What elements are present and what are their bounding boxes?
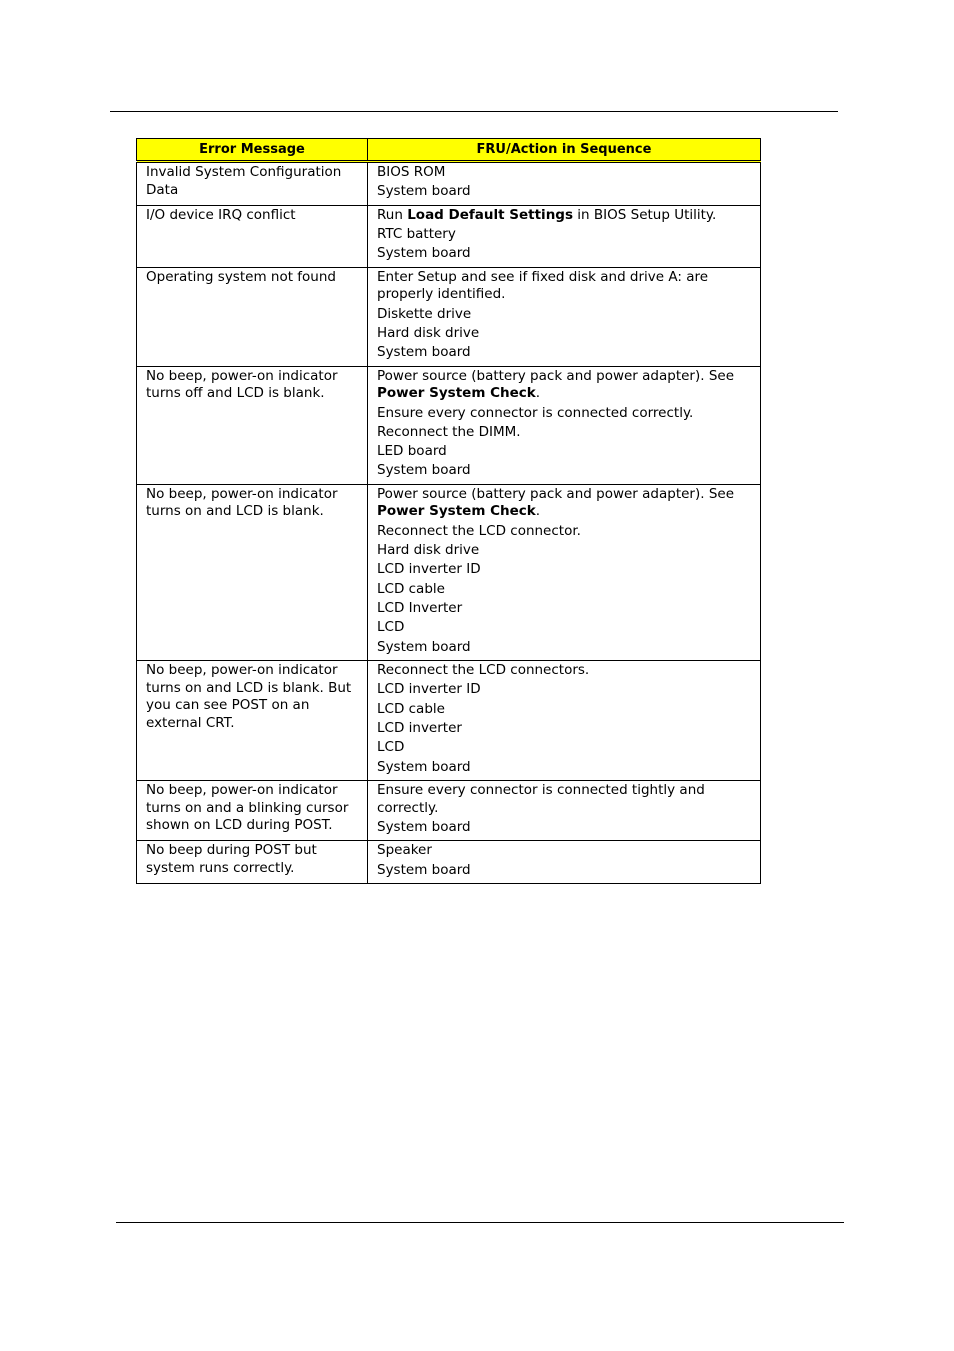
action-line [377, 226, 752, 244]
action-text: System board [377, 462, 471, 479]
error-message-cell: No beep, power-on indicator turns off and LCD is blank. [137, 366, 368, 484]
action-text: LCD inverter ID [377, 561, 481, 578]
action-text: System board [377, 245, 471, 262]
action-text: LCD [377, 619, 405, 636]
action-line [377, 782, 752, 817]
action-text: LCD [377, 739, 405, 756]
action-text: System board [377, 638, 471, 655]
action-text: in BIOS Setup Utility. [573, 206, 717, 223]
action-text: Reconnect the LCD connectors. [377, 662, 590, 679]
action-line [377, 739, 752, 757]
fru-action-cell [368, 781, 761, 841]
error-message-cell: No beep, power-on indicator turns on and LCD is blank. [137, 484, 368, 660]
action-line [377, 325, 752, 343]
table-row [137, 661, 761, 781]
action-text: Speaker [377, 842, 432, 859]
action-line [377, 462, 752, 480]
action-line [377, 207, 752, 225]
action-text: System board [377, 758, 471, 775]
action-line [377, 639, 752, 657]
fru-action-cell [368, 366, 761, 484]
action-line [377, 720, 752, 738]
error-message-cell: Invalid System Configuration Data [137, 162, 368, 206]
action-line [377, 662, 752, 680]
error-message-cell: No beep, power-on indicator turns on and LCD is blank. But you can see POST on an external CRT. [137, 661, 368, 781]
action-text: LCD Inverter [377, 599, 463, 616]
action-line [377, 269, 752, 304]
action-text: Hard disk drive [377, 542, 480, 559]
action-text: Enter Setup and see if fixed disk and drive A: are properly identified. [377, 268, 709, 303]
action-line [377, 245, 752, 263]
error-message-cell: Operating system not found [137, 267, 368, 366]
table-row [137, 366, 761, 484]
action-line [377, 424, 752, 442]
action-line [377, 164, 752, 182]
fru-action-cell [368, 162, 761, 206]
action-text: Power source (battery pack and power adapter). See [377, 367, 735, 384]
action-emphasis: Load Default Settings [407, 206, 573, 223]
action-line [377, 542, 752, 560]
action-line [377, 862, 752, 880]
action-text: . [535, 385, 541, 402]
action-text: Diskette drive [377, 305, 472, 322]
action-line [377, 819, 752, 837]
fru-action-cell [368, 841, 761, 884]
table-row [137, 205, 761, 267]
action-text: Reconnect the DIMM. [377, 423, 521, 440]
action-line [377, 523, 752, 541]
fru-action-cell [368, 205, 761, 267]
action-text: RTC battery [377, 226, 456, 243]
table-row [137, 484, 761, 660]
action-line [377, 619, 752, 637]
action-line [377, 600, 752, 618]
action-line [377, 759, 752, 777]
action-line [377, 561, 752, 579]
action-text: Ensure every connector is connected correctly. [377, 404, 694, 421]
action-text: Ensure every connector is connected tightly and correctly. [377, 782, 705, 816]
action-line [377, 344, 752, 362]
footer-rule [116, 1222, 844, 1223]
action-text: System board [377, 183, 471, 200]
action-text: Power source (battery pack and power adapter). See [377, 485, 735, 502]
fru-action-cell [368, 661, 761, 781]
action-text: System board [377, 818, 471, 835]
error-message-cell: No beep, power-on indicator turns on and a blinking cursor shown on LCD during POST. [137, 781, 368, 841]
action-line [377, 306, 752, 324]
action-emphasis: Power System Check [377, 503, 536, 520]
error-message-cell: I/O device IRQ conflict [137, 205, 368, 267]
fru-action-cell [368, 484, 761, 660]
action-text: Reconnect the LCD connector. [377, 522, 581, 539]
table-row [137, 841, 761, 884]
action-text: System board [377, 861, 471, 878]
action-line [377, 443, 752, 461]
action-line [377, 681, 752, 699]
action-text: Run [377, 206, 408, 223]
table-row [137, 781, 761, 841]
action-line [377, 581, 752, 599]
error-message-table [136, 138, 761, 884]
action-text: LCD cable [377, 700, 445, 717]
action-text: LCD inverter ID [377, 681, 481, 698]
action-line [377, 842, 752, 860]
header-rule [110, 111, 838, 112]
action-emphasis: Power System Check [377, 385, 536, 402]
table-row [137, 267, 761, 366]
action-text: LED board [377, 443, 447, 460]
header-fru-action: FRU/Action in Sequence [368, 139, 761, 162]
table-row [137, 162, 761, 206]
action-line [377, 368, 752, 403]
action-line [377, 183, 752, 201]
action-line [377, 701, 752, 719]
header-error-message: Error Message [137, 139, 368, 162]
table-header-row [137, 139, 761, 162]
action-text: Hard disk drive [377, 324, 480, 341]
action-line [377, 486, 752, 521]
action-text: LCD cable [377, 580, 445, 597]
action-text: BIOS ROM [377, 164, 446, 180]
error-message-cell: No beep during POST but system runs correctly. [137, 841, 368, 884]
action-text: System board [377, 344, 471, 361]
action-text: LCD inverter [377, 719, 462, 736]
action-text: . [535, 503, 541, 520]
action-line [377, 405, 752, 423]
fru-action-cell [368, 267, 761, 366]
